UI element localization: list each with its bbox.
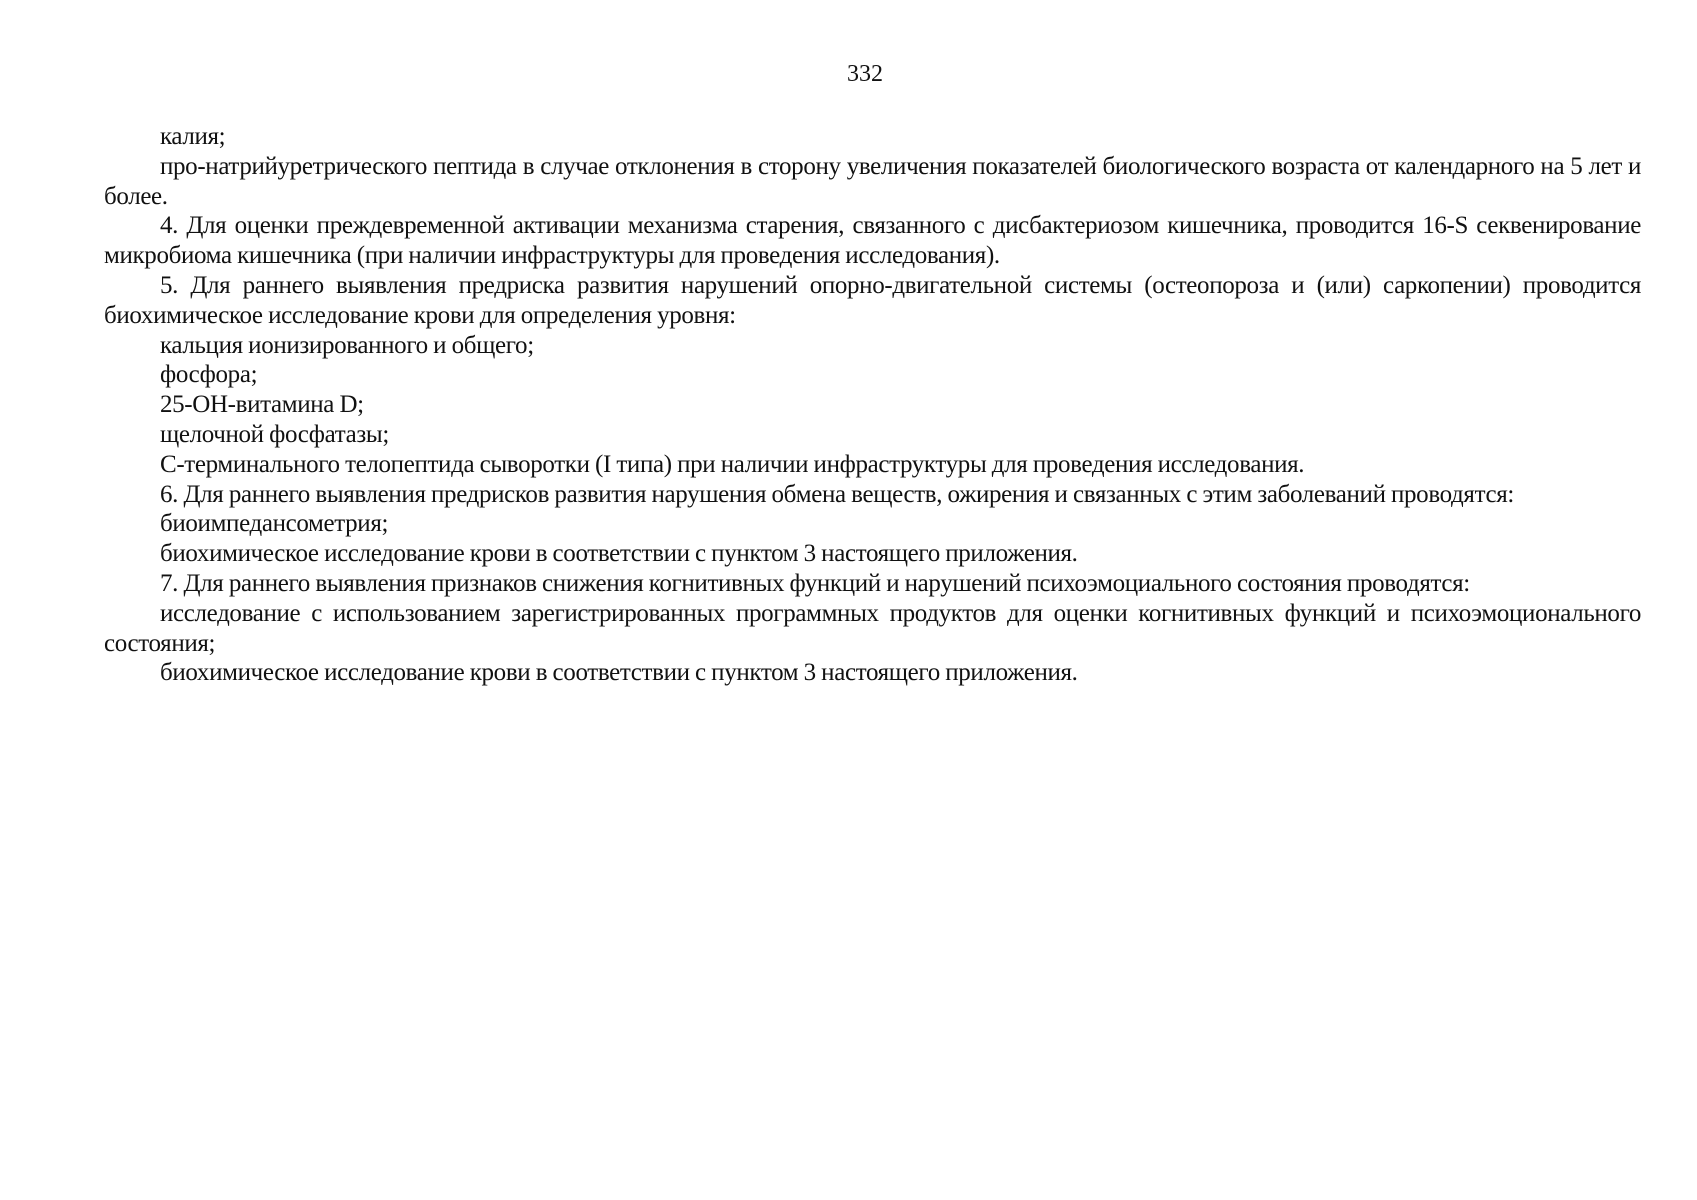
list-item-cognitive-software: исследование с использованием зарегистрированных программных продуктов для оценки когнитивных функций и психоэмоционального состояния; <box>104 599 1641 657</box>
list-item-alkaline-phosphatase: щелочной фосфатазы; <box>160 420 389 448</box>
paragraph-item-4: 4. Для оценки преждевременной активации механизма старения, связанного с дисбактериозом кишечника, проводится 16-S секвенирование микробиома кишечника (при наличии инфраструктуры для проведения исследования). <box>104 212 1641 270</box>
paragraph-item-5: 5. Для раннего выявления предриска развития нарушений опорно-двигательной системы (остеопороза и (или) саркопении) проводится биохимическое исследование крови для определения уровня: <box>104 271 1641 329</box>
list-item-blood-biochemistry-6: биохимическое исследование крови в соответствии с пунктом 3 настоящего приложения. <box>160 540 1078 568</box>
paragraph-item-7: 7. Для раннего выявления признаков снижения когнитивных функций и нарушений психоэмоциального состояния проводятся: <box>160 569 1470 597</box>
list-item-calcium: кальция ионизированного и общего; <box>160 331 534 359</box>
paragraph-item-6: 6. Для раннего выявления предрисков развития нарушения обмена веществ, ожирения и связанных с этим заболеваний проводятся: <box>160 480 1514 508</box>
list-item-vitamin-d: 25-ОН-витамина D; <box>160 391 364 419</box>
list-item-c-telopeptide: С-терминального телопептида сыворотки (I типа) при наличии инфраструктуры для проведения исследования. <box>160 450 1305 478</box>
list-item-natriuretic-peptide: про-натрийуретрического пептида в случае отклонения в сторону увеличения показателей биологического возраста от календарного на 5 лет и более. <box>104 152 1641 210</box>
list-item-phosphorus: фосфора; <box>160 361 258 389</box>
document-body <box>104 122 1641 688</box>
page-number: 332 <box>847 61 883 87</box>
list-item-bioimpedance: биоимпедансометрия; <box>160 510 389 538</box>
list-item-potassium: калия; <box>160 123 226 150</box>
list-item-blood-biochemistry-7: биохимическое исследование крови в соответствии с пунктом 3 настоящего приложения. <box>160 659 1078 687</box>
